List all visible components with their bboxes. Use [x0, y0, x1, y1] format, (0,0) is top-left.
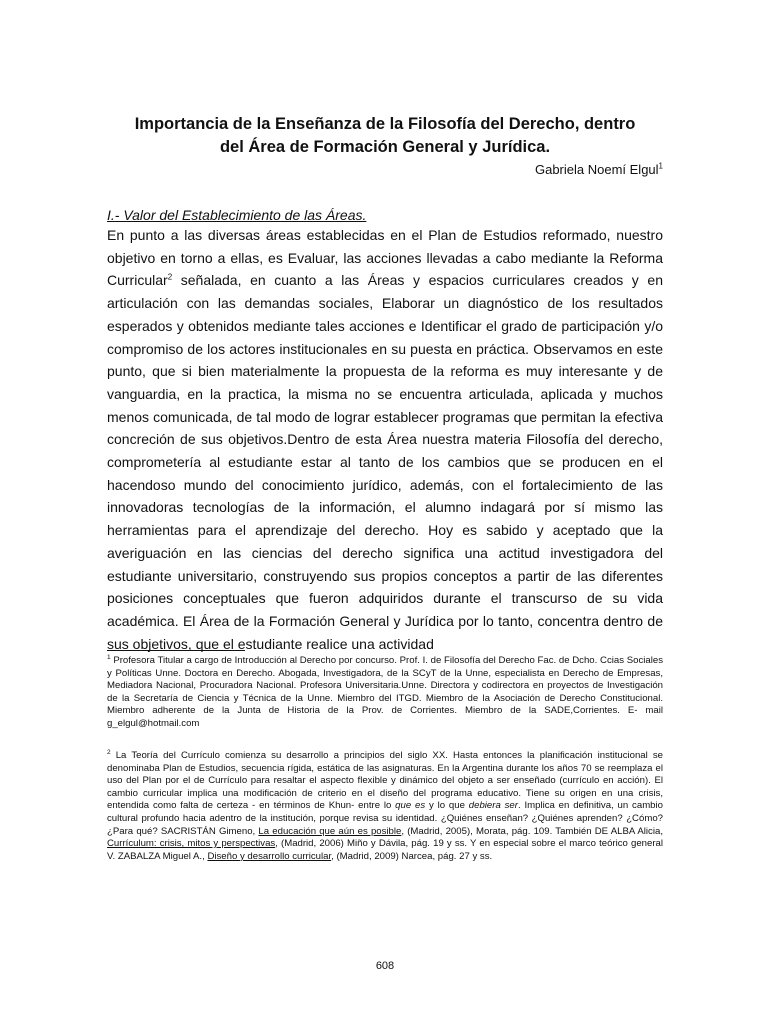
body-paragraph — [107, 224, 663, 655]
footnote-2 — [107, 750, 663, 863]
body-footnote-marker[interactable]: 2 — [167, 272, 173, 282]
footnote-2-marker: 2 — [107, 748, 111, 756]
footnote-1 — [107, 655, 663, 731]
title-line-1: Importancia de la Enseñanza de la Filosofía del Derecho, dentro — [134, 115, 636, 133]
footnote-2-text-5: , (Madrid, 2006) Miño y Dávila, pág. 19 y ss. Y en especial sobre el marco teórico general V. ZABALZA Miguel A., — [107, 838, 664, 862]
page-number: 608 — [375, 960, 395, 972]
footnote-2-text-3: . Implica en definitiva, un cambio cultural profundo hacia adentro de la institución, porque revisa su identidad. ¿Quiénes enseñan? ¿Quiénes aprenden? ¿Cómo? ¿Para qué? SACRISTÁN Gimeno, — [107, 800, 663, 837]
footnote-2-text-6: , (Madrid, 2009) Narcea, pág. 27 y ss. — [331, 850, 493, 862]
title-line-2: del Área de Formación General y Jurídica. — [219, 138, 551, 156]
footnote-2-italic-1: que es — [395, 800, 426, 812]
footnote-2-book-title-3: Diseño y desarrollo curricular — [207, 850, 332, 862]
body-text-part-2: señalada, en cuanto a las Áreas y espacios curriculares creados y en articulación con las demandas sociales, Elaborar un diagnóstico de los resultados esperados y obtenidos mediante tales acciones e Identificar el grado de participación y/o compromiso de los actores institucionales en su puesta en práctica. Observamos en este punto, que si bien materialmente la propuesta de la reforma es muy interesante y de vanguardia, en la practica, la misma no se encuentra articulada, aplicada y muchos menos comunicada, de tal modo de lograr establecer programas que permitan la efectiva concreción de sus objetivos.Dentro de esta Área nuestra materia Filosofía del derecho, comprometería al estudiante estar al tanto de los cambios que se producen en el hacendoso mundo del conocimiento jurídico, además, con el fortalecimiento de las innovadoras tecnologías de la información, el alumno indagará por sí mismo las herramientas para el aprendizaje del derecho. Hoy es sabido y aceptado que la averiguación en las ciencias del derecho significa una actitud investigadora del estudiante universitario, construyendo sus propios conceptos a partir de las diferentes posiciones conceptuales que fueron adquiridos durante el transcurso de su vida académica. El Área de la Formación General y Jurídica por lo tanto, concentra dentro de sus objetivos, que el estudiante realice una actividad — [107, 272, 663, 652]
footnote-2-text-4: , (Madrid, 2005), Morata, pág. 109. También DE ALBA Alicia, — [401, 825, 663, 837]
author-name: Gabriela Noemí Elgul — [534, 162, 659, 177]
author-footnote-marker[interactable]: 1 — [658, 161, 663, 171]
footnote-2-book-title-1: La educación que aún es posible — [258, 825, 402, 837]
page-title — [107, 113, 663, 159]
section-heading: I.- Valor del Establecimiento de las Áreas. — [107, 207, 367, 223]
footnote-2-italic-2: debiera ser — [468, 800, 518, 812]
footnote-2-text-1: La Teoría del Currículo comienza su desarrollo a principios del siglo XX. Hasta entonces la planificación institucional se denominaba Plan de Estudios, secuencia rígida, estática de las asignaturas. En la Argentina durante los años 70 se reemplaza el uso del Plan por el de Currículo para resaltar el aspecto flexible y dinámico del objeto a ser enseñado (currículo en acción). El cambio curricular implica una modificación de criterio en el diseño del programa educativo. Tiene su origen en una crisis, entendida como falta de certeza - en términos de Khun- entre lo — [107, 750, 663, 812]
footnote-1-marker: 1 — [107, 653, 111, 661]
body-text-part-1: En punto a las diversas áreas establecidas en el Plan de Estudios reformado, nuestro objetivo en torno a ellas, es Evaluar, las acciones llevadas a cabo mediante la Reforma Curricular — [107, 227, 663, 289]
footnote-2-text-2: y lo que — [425, 800, 469, 812]
author-line — [535, 161, 663, 179]
footnote-separator — [107, 650, 245, 651]
footnote-2-book-title-2: Currículum: crisis, mitos y perspectivas — [107, 838, 276, 850]
footnote-1-text: Profesora Titular a cargo de Introducción al Derecho por concurso. Prof. I. de Filosofía del Derecho Fac. de Dcho. Ccias Sociales y Políticas Unne. Doctora en Derecho. Abogada, Investigadora, de la SCyT de la Unne, especialista en Derecho de Empresas, Mediadora Nacional, Procuradora Nacional. Profesora Universitaria.Unne. Directora y codirectora en proyectos de Investigación de la Secretaría de Ciencia y Técnica de la Unne. Miembro del ITGD. Miembro de la Asociación de Derecho Constitucional. Miembro adherente de la Junta de Historia de la Prov. de Corrientes. Miembro de la SADE,Corrientes. E- mail g_elgul@hotmail.com — [107, 655, 663, 729]
